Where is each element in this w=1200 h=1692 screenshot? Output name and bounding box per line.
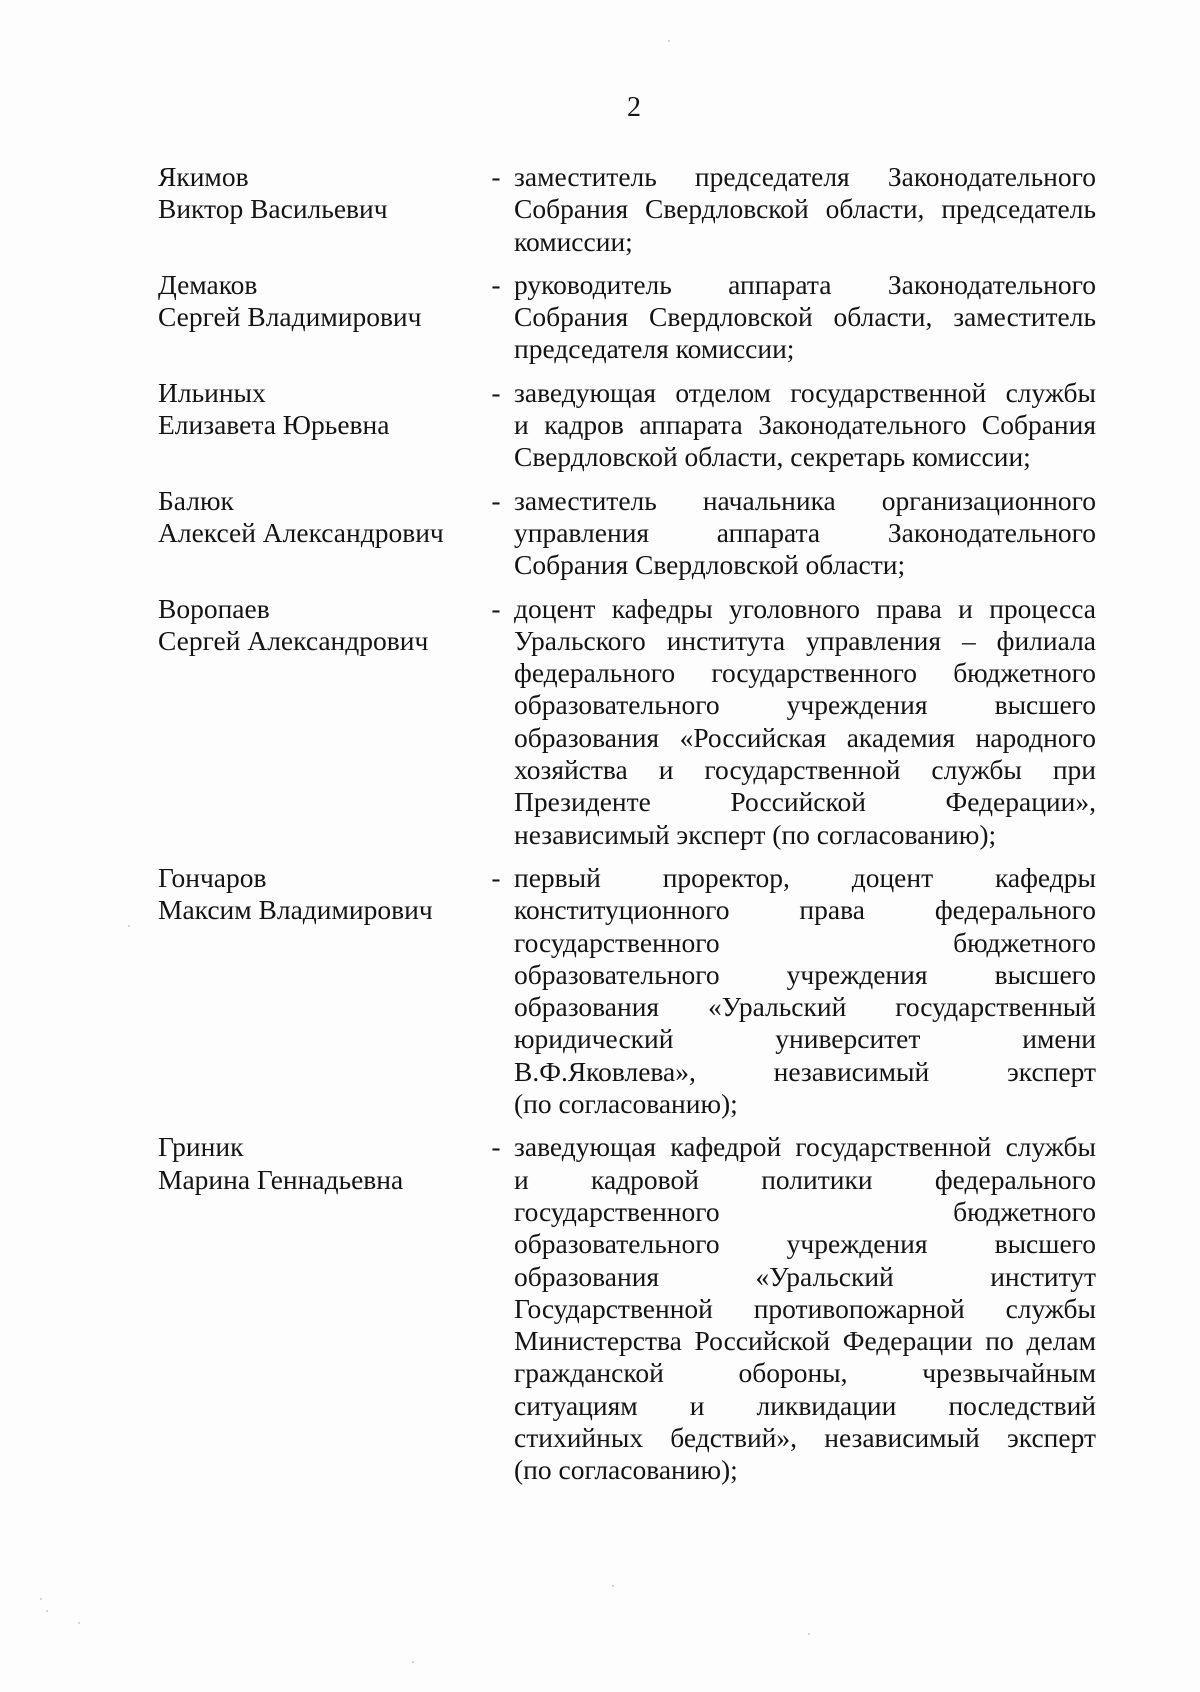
role-line: доцент кафедры уголовного права и процесса [514, 592, 1096, 624]
role-line: ситуациям и ликвидации последствий [514, 1389, 1096, 1421]
role-line: (по согласованию); [514, 1088, 738, 1120]
member-dash: - [491, 861, 501, 893]
role-line: независимый эксперт (по согласованию); [514, 818, 997, 850]
member-name [158, 593, 478, 658]
role-line: государственного бюджетного [514, 1195, 1096, 1227]
member-role [514, 377, 1096, 474]
page-number: 2 [627, 92, 641, 123]
role-line: образования «Уральский институт [514, 1260, 1096, 1292]
role-line: конституционного права федерального [514, 894, 1096, 926]
role-line: образовательного учреждения высшего [514, 689, 1096, 721]
member-given-names: Сергей Александрович [158, 624, 429, 656]
role-line: Президенте Российской Федерации», [514, 786, 1096, 818]
member-surname: Якимов [158, 161, 249, 192]
role-line: образовательного учреждения высшего [514, 958, 1096, 990]
role-line: управления аппарата Законодательного [514, 516, 1096, 548]
member-surname: Гриник [158, 1131, 244, 1163]
role-line: Государственной противопожарной службы [514, 1292, 1096, 1324]
role-line: заместитель начальника организационного [514, 484, 1096, 516]
scan-speck [612, 1585, 614, 1587]
role-line: Свердловской области, секретарь комиссии; [514, 441, 1031, 473]
role-line: стихийных бедствий», независимый эксперт [514, 1421, 1096, 1453]
member-entry [158, 862, 1098, 1120]
scan-speck [40, 1598, 42, 1600]
member-name [158, 1131, 478, 1196]
member-role [514, 485, 1096, 582]
member-surname: Демаков [158, 268, 258, 300]
member-surname: Ильиных [158, 376, 266, 408]
member-surname: Гончаров [158, 861, 267, 893]
member-dash: - [491, 268, 501, 300]
role-line: заведующая отделом государственной службы [514, 376, 1096, 408]
role-line: Собрания Свердловской области, председатель [514, 193, 1096, 225]
role-line: первый проректор, доцент кафедры [514, 861, 1096, 893]
member-list [158, 161, 1098, 1487]
member-name [158, 862, 478, 927]
role-line: государственного бюджетного [514, 926, 1096, 958]
member-name [158, 161, 478, 226]
member-given-names: Елизавета Юрьевна [158, 409, 390, 441]
member-surname: Балюк [158, 484, 234, 516]
member-role [514, 862, 1096, 1120]
member-entry [158, 485, 1098, 582]
role-line: Уральского института управления – филиала [514, 624, 1096, 656]
member-name [158, 485, 478, 550]
member-given-names: Сергей Владимирович [158, 301, 422, 333]
member-surname: Воропаев [158, 592, 270, 624]
member-given-names: Алексей Александрович [158, 516, 444, 548]
member-dash: - [491, 1131, 501, 1163]
member-role [514, 593, 1096, 851]
role-line: образования «Уральский государственный [514, 991, 1096, 1023]
member-entry [158, 593, 1098, 851]
role-line: хозяйства и государственной службы при [514, 754, 1096, 786]
member-role [514, 269, 1096, 366]
scan-speck [668, 40, 670, 42]
scan-speck [128, 925, 130, 927]
role-line: и кадровой политики федерального [514, 1163, 1096, 1195]
role-line: комиссии; [514, 225, 633, 257]
scan-speck [412, 1661, 414, 1663]
member-given-names: Марина Геннадьевна [158, 1163, 404, 1195]
scan-speck [46, 1610, 48, 1612]
role-line: председателя комиссии; [514, 333, 795, 365]
member-dash: - [491, 484, 501, 516]
member-role [514, 161, 1096, 258]
member-dash: - [491, 161, 501, 192]
role-line: (по согласованию); [514, 1454, 738, 1486]
role-line: Министерства Российской Федерации по делам [514, 1325, 1096, 1357]
role-line: федерального государственного бюджетного [514, 657, 1096, 689]
member-given-names: Максим Владимирович [158, 894, 433, 926]
role-line: Собрания Свердловской области; [514, 549, 906, 581]
scan-speck [78, 1622, 80, 1624]
member-entry [158, 269, 1098, 366]
role-line: Собрания Свердловской области, заместитель [514, 301, 1096, 333]
role-line: образовательного учреждения высшего [514, 1228, 1096, 1260]
member-entry [158, 161, 1098, 258]
role-line: руководитель аппарата Законодательного [514, 268, 1096, 300]
role-line: заместитель председателя Законодательного [514, 161, 1096, 192]
role-line: образования «Российская академия народного [514, 721, 1096, 753]
role-line: гражданской обороны, чрезвычайным [514, 1357, 1096, 1389]
member-role [514, 1131, 1096, 1486]
role-line: В.Ф.Яковлева», независимый эксперт [514, 1055, 1096, 1087]
member-given-names: Виктор Васильевич [158, 193, 388, 225]
role-line: и кадров аппарата Законодательного Собрания [514, 409, 1096, 441]
role-line: заведующая кафедрой государственной службы [514, 1131, 1096, 1163]
member-entry [158, 1131, 1098, 1486]
member-name [158, 377, 478, 442]
member-dash: - [491, 376, 501, 408]
member-dash: - [491, 592, 501, 624]
role-line: юридический университет имени [514, 1023, 1096, 1055]
member-entry [158, 377, 1098, 474]
scan-speck [808, 1633, 810, 1635]
member-name [158, 269, 478, 334]
